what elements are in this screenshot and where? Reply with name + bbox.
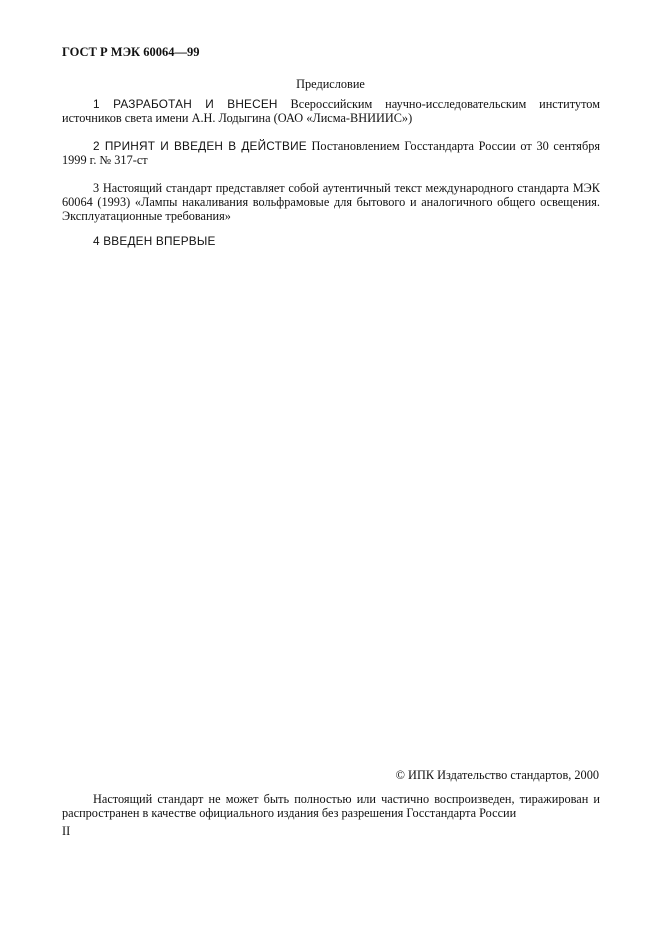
document-header: ГОСТ Р МЭК 60064—99 xyxy=(62,45,200,59)
reproduction-notice: Настоящий стандарт не может быть полностью или частично воспроизведен, тиражирован и распространен в качестве официального издания без разрешения Госстандарта России xyxy=(62,792,600,820)
foreword-item-4 xyxy=(62,234,600,248)
item-text: Постановлением Госстандарта России от 30 сентября 1999 г. № 317-ст xyxy=(62,139,601,167)
item-lead: 4 ВВЕДЕН ВПЕРВЫЕ xyxy=(93,234,216,248)
foreword-item-1 xyxy=(62,97,600,125)
copyright: © ИПК Издательство стандартов, 2000 xyxy=(395,768,599,782)
item-lead: 1 РАЗРАБОТАН И ВНЕСЕН xyxy=(93,97,278,111)
item-lead: 2 ПРИНЯТ И ВВЕДЕН В ДЕЙСТВИЕ xyxy=(93,139,307,153)
item-text: Всероссийским научно-исследовательским институтом источников света имени А.Н. Лодыгина (ОАО «Лисма-ВНИИИС») xyxy=(62,97,600,125)
foreword-item-3 xyxy=(62,181,600,223)
section-title: Предисловие xyxy=(296,77,365,91)
foreword-item-2 xyxy=(62,139,600,167)
page-number: II xyxy=(62,824,71,838)
item-text: 3 Настоящий стандарт представляет собой аутентичный текст международного стандарта МЭК 60064 (1993) «Лампы накаливания вольфрамовые для бытового и аналогичного общего освещения. Эксплуатационные требования» xyxy=(62,181,600,223)
